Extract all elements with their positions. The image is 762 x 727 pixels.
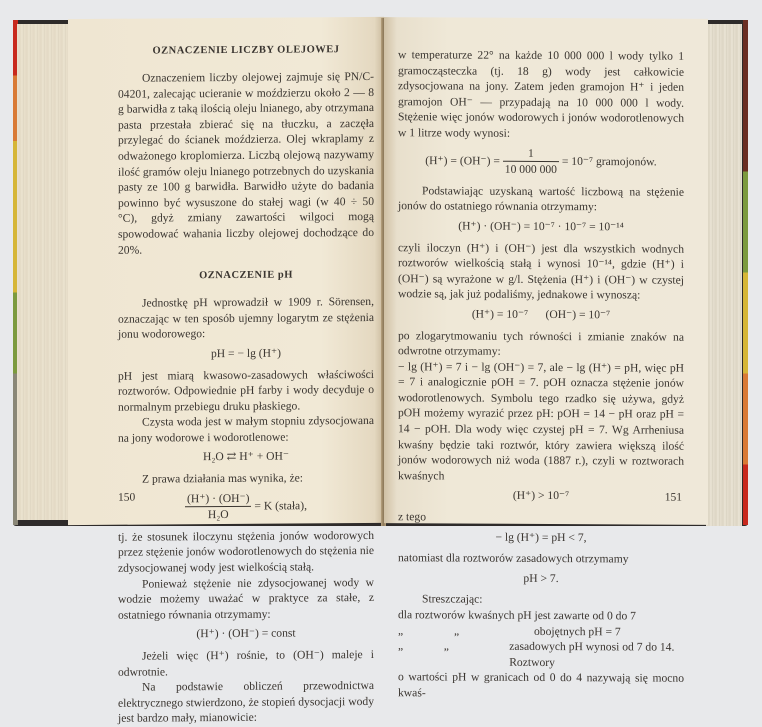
ditto-mark: „	[398, 639, 404, 653]
page-edges-left	[17, 24, 72, 520]
fraction-numerator: 1	[503, 145, 559, 162]
paragraph: Jednostkę pH wprowadził w 1909 r. Sörensen, oznaczając w ten sposób ujemny logarytm ze stężenia jonu wodorowego:	[118, 295, 374, 342]
paragraph: natomiast dla roztworów zasadowych otrzymamy	[398, 551, 629, 566]
summary-row	[398, 638, 684, 671]
formula-lhs: (H⁺) = (OH⁻) =	[425, 153, 500, 168]
page-number: 151	[664, 492, 682, 505]
formula-rhs: = 10⁻⁷ gramojonów.	[561, 154, 657, 168]
formula: (H⁺) · (OH⁻) = const	[196, 626, 296, 641]
paragraph: Jeżeli więc (H⁺) rośnie, to (OH⁻) maleje i odwrotnie.	[118, 647, 374, 679]
summary-text: obojętnych pH = 7	[534, 624, 621, 638]
fraction-numerator: (H⁺) · (OH⁻)	[185, 490, 251, 507]
formula: − lg (H⁺) = pH < 7,	[495, 530, 587, 544]
summary-text: zasadowych pH wynosi od 7 do 14. Roztwory	[509, 639, 675, 669]
paragraph: Podstawiając uzyskaną wartość liczbową na stężenie jonów do ostatniego równania otrzymamy:	[398, 184, 684, 214]
formula: pH > 7.	[523, 571, 559, 585]
summary-text: kwaśnych pH jest zawarte od 0 do 7	[468, 608, 636, 623]
paragraph: Czysta woda jest w małym stopniu zdysocjowana na jony wodorowe i wodorotlenowe:	[118, 414, 374, 445]
formula: (H⁺) = 10⁻⁷ (OH⁻) = 10⁻⁷	[471, 307, 611, 322]
summary-label: dla roztworów	[398, 608, 466, 622]
left-page	[68, 17, 384, 726]
formula: (H⁺) · (OH⁻) = 10⁻⁷ · 10⁻⁷ = 10⁻¹⁴	[458, 219, 624, 234]
paragraph: po zlogarytmowaniu tych równości i zmianie znaków na odwrotne otrzymamy:	[398, 328, 684, 358]
page-number: 150	[118, 492, 136, 505]
paragraph: − lg (H⁺) = 7 i − lg (OH⁻) = 7, ale − lg (H⁺) = pH, więc pH = 7 i analogicznie pOH = 7. pOH oznacza stężenie jonów wodorotlenowych. Symbolu tego rzadko się używa, gdyż pOH możemy wyrazić przez pH: pOH = 14 − pH oraz pH = 14 − pOH. Dla wody więc czystej pH = 7. Wg Arrheniusa kwaśny będzie taki roztwór, który zawiera większą ilość jonów wodorowych niż woda (1887 r.), czyli w roztworach kwaśnych	[398, 359, 684, 483]
paragraph: o wartości pH w granicach od 0 do 4 nazywają się mocno kwaś-	[398, 670, 684, 700]
paragraph: Na podstawie obliczeń przewodnictwa elektrycznego stwierdzono, że stopień dysocjacji wody jest bardzo mały, mianowicie:	[118, 679, 374, 726]
section-heading-ph: OZNACZENIE pH	[199, 269, 293, 282]
paragraph: Oznaczeniem liczby olejowej zajmuje się PN/C-04201, zalecając ucieranie w moździerzu około 2 — 8 g barwidła z taką ilością oleju lnianego, aby otrzymana pasta przestała zbierać się na tłuczku, a zaczęła przylegać do ścianek moździerza. Olej wkraplamy z odważonego kroplomierza. Liczbą olejową nazywamy ilość gramów oleju lnianego potrzebnych do uzyskania pasty ze 100 g barwidła. Barwidło użyte do badania powinno być wysuszone do stałej wagi (w 40 ÷ 50 °C), gdyż zmiany zawartości wilgoci mogą spowodować wahania liczby olejowej dochodzące do 20%.	[118, 69, 374, 257]
formula: pH = − lg (H⁺)	[210, 346, 282, 361]
paragraph: pH jest miarą kwasowo-zasadowych właściwości roztworów. Odpowiednie pH farby i wody decyduje o normalnym przebiegu druku płaskiego.	[118, 367, 374, 414]
page-edges-right	[706, 24, 742, 526]
ditto-mark: „	[443, 639, 449, 653]
section-heading-oil-number: OZNACZENIE LICZBY OLEJOWEJ	[152, 44, 340, 57]
formula-fraction	[118, 490, 374, 524]
summary-list	[398, 607, 684, 671]
paragraph: z tego	[398, 510, 427, 524]
ditto-mark: „	[398, 623, 404, 637]
fraction-denominator: 10 000 000	[504, 162, 557, 177]
fraction-denominator: H₂O	[207, 508, 229, 522]
paragraph: tj. że stosunek iloczynu stężenia jonów wodorowych przez stężenie jonów wodorotlenowych do stężenia nie zdysocjowanej wody jest wielkością stałą.	[118, 528, 374, 575]
paragraph: Z prawa działania mas wynika, że:	[142, 471, 303, 486]
formula-fraction	[398, 145, 684, 179]
fraction	[503, 145, 559, 177]
paragraph: Ponieważ stężenie nie zdysocjowanej wody w wodzie możemy uważać w praktyce za stałe, z ostatniego równania otrzymamy:	[118, 575, 374, 622]
right-page	[384, 17, 708, 700]
summary-row	[398, 607, 684, 624]
formula: (H⁺) > 10⁻⁷	[512, 489, 570, 503]
fraction	[185, 490, 251, 523]
paragraph: w temperaturze 22° na każde 10 000 000 l wody tylko 1 gramocząsteczka (tj. 18 g) wody jest całkowicie zdysocjowana na jony. Zatem jeden gramojon H⁺ i jeden gramojon OH⁻ — przypadają na 10 000 000 l wody. Stężenie więc jonów wodorowych i jonów wodorotlenowych w 1 litrze wody wynosi:	[398, 48, 684, 140]
book-spine-right	[743, 20, 748, 525]
summary-row	[398, 623, 684, 640]
ditto-mark: „	[454, 624, 460, 638]
paragraph: czyli iloczyn (H⁺) i (OH⁻) jest dla wszystkich wodnych roztworów wielkością stałą i wynosi 10⁻¹⁴, gdzie (H⁺) i (OH⁻) są wyrażone w g/l. Stężenia (H⁺) i (OH⁻) w czystej wodzie są, jak już podaliśmy, jednakowe i wynoszą:	[398, 240, 684, 302]
formula-rhs: = K (stała),	[254, 498, 307, 513]
paragraph: Streszczając:	[422, 592, 483, 607]
formula: H₂O ⇄ H⁺ + OH⁻	[203, 450, 289, 464]
